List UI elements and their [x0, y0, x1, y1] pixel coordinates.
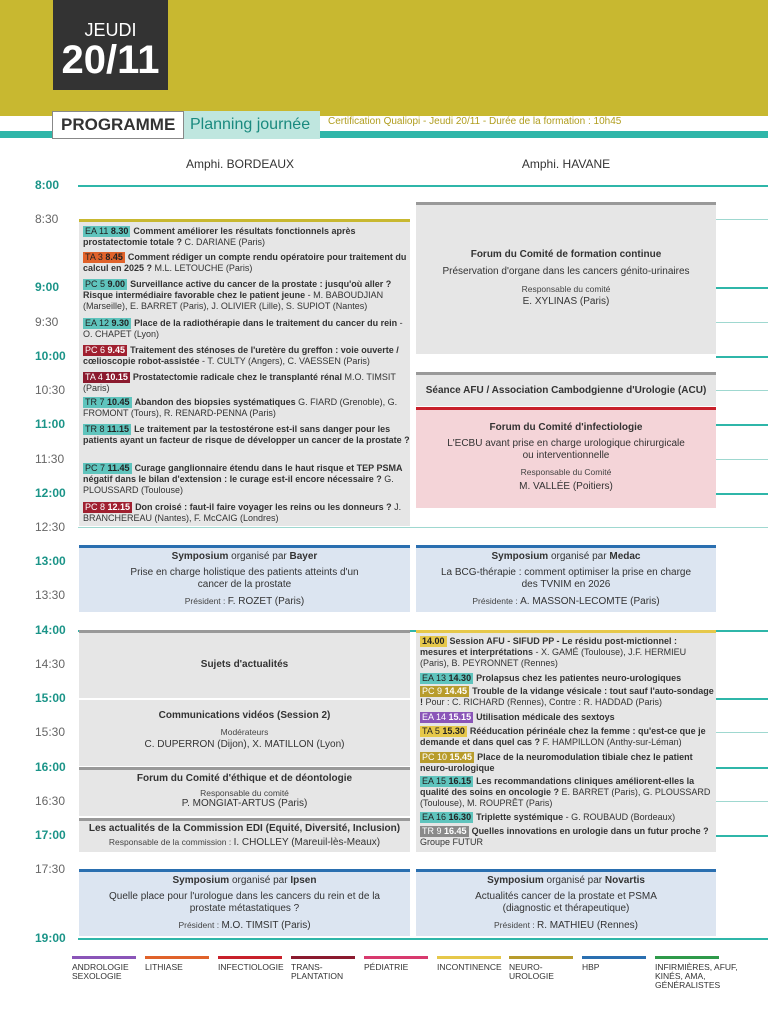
symposium-title: Actualités cancer de la prostate et PSMA (diagnostic et thérapeutique)	[475, 891, 657, 914]
symposium-header: Symposium organisé par Ipsen	[172, 875, 317, 886]
edi-responsible: Responsable de la commission : I. CHOLLEY (Mareuil-lès-Meaux)	[108, 837, 381, 848]
session-tag: PC 8 12.15	[85, 502, 131, 512]
talk-item[interactable]: TA 3 8.45 Comment rédiger un compte rendu opératoire pour traitement du calcul en 2025 ? M.L. LETOUCHE (Paris)	[83, 252, 407, 273]
time-label: 12:00	[35, 486, 66, 500]
actualites-panel[interactable]	[79, 630, 410, 698]
symposium-title: La BCG-thérapie : comment optimiser la prise en charge des TVNIM en 2026	[440, 567, 692, 590]
date-box	[53, 0, 168, 90]
session-tag: TA 4 10.15	[85, 372, 128, 382]
legend-label: INFIRMIÈRES, AFUF, KINÉS, AMA, GÉNÉRALISTES	[655, 962, 738, 990]
grid-line	[716, 801, 768, 802]
grid-line	[716, 835, 768, 837]
time-label: 9:00	[35, 280, 60, 294]
session-tag: EA 12 9.30	[85, 318, 130, 328]
time-label: 17:00	[35, 828, 66, 842]
session-tag: EA 11 8.30	[85, 226, 129, 236]
ethique-person: P. MONGIAT-ARTUS (Paris)	[181, 798, 308, 809]
acu-panel[interactable]	[416, 372, 716, 406]
session-tag: PC 6 9.45	[85, 345, 126, 355]
planning-label: Planning journée	[184, 111, 320, 139]
forum-resp-label: Responsable du comité	[521, 284, 611, 294]
session-tag: TR 9 16.45	[422, 826, 467, 836]
talk-item[interactable]: EA 13 14.30 Prolapsus chez les patientes neuro-urologiques	[422, 673, 682, 683]
grid-line	[78, 185, 768, 187]
time-label: 13:00	[35, 554, 66, 568]
symposium-president: Président : R. MATHIEU (Rennes)	[494, 920, 638, 931]
panel-top-bar	[79, 545, 410, 548]
talk-item[interactable]: TR 7 10.45 Abandon des biopsies systématiques G. FIARD (Grenoble), G. FROMONT (Tours), R. RENARD-PENNA (Paris)	[83, 397, 398, 418]
symposium-president: Président : M.O. TIMSIT (Paris)	[178, 920, 311, 931]
panel-top-bar	[79, 869, 410, 872]
forum-title: Forum du Comité de formation continue	[470, 249, 662, 260]
edi-panel[interactable]	[79, 818, 410, 852]
grid-line	[716, 698, 768, 700]
panel-top-bar	[79, 630, 410, 633]
session-tag: PC 9 14.45	[422, 686, 468, 696]
panel-top-bar	[416, 630, 716, 633]
session-tag: EA 16 16.30	[422, 812, 472, 822]
grid-line	[78, 527, 768, 528]
symposium-header: Symposium organisé par Bayer	[171, 551, 318, 562]
talk-item[interactable]: TA 4 10.15 Prostatectomie radicale chez le transplanté rénal M.O. TIMSIT (Paris)	[83, 372, 396, 393]
room-havane: Amphi. HAVANE	[521, 157, 611, 171]
ethique-resp-label: Responsable du comité	[200, 788, 289, 798]
legend-swatch	[655, 956, 719, 959]
communications-panel[interactable]	[79, 700, 410, 766]
grid-line	[716, 287, 768, 289]
legend-swatch	[582, 956, 646, 959]
symposium-header: Symposium organisé par Medac	[491, 551, 641, 562]
time-label: 10:00	[35, 349, 66, 363]
symposium-novartis[interactable]	[416, 869, 716, 936]
legend-label: INFECTIOLOGIE	[218, 962, 284, 972]
comm-people: C. DUPERRON (Dijon), X. MATILLON (Lyon)	[144, 739, 345, 750]
session-tag: PC 10 15.45	[422, 752, 473, 762]
time-label: 13:30	[35, 588, 66, 602]
talk-item[interactable]: EA 15 16.15 Les recommandations cliniques améliorent-elles la qualité des soins en oncologie ? E. BARRET (Paris), G. PLOUSSARD (Toulouse), M. ROUPRÊT (Paris)	[420, 776, 711, 808]
talk-item[interactable]: TA 5 15.30 Rééducation périnéale chez la femme : qu'est-ce que je demande et dans quel cas ? F. HAMPILLON (Anthy-sur-Léman)	[420, 726, 706, 747]
panel-top-bar	[79, 818, 410, 821]
symposium-title: Quelle place pour l'urologue dans les cancers du rein et de la prostate métastatiques ?	[109, 891, 380, 914]
time-label: 8:00	[35, 178, 60, 192]
panel-top-bar	[416, 545, 716, 548]
session-tag: PC 7 11.45	[85, 463, 130, 473]
talk-item[interactable]: EA 14 15.15 Utilisation médicale des sextoys	[422, 712, 615, 722]
legend-swatch	[437, 956, 501, 959]
panel-top-bar	[416, 372, 716, 375]
panel-top-bar	[416, 407, 716, 410]
time-label: 14:00	[35, 623, 66, 637]
actualites-title: Sujets d'actualités	[200, 659, 289, 670]
programme-label: PROGRAMME	[52, 111, 184, 139]
talk-item[interactable]: PC 6 9.45 Traitement des sténoses de l'uretère du greffon : voie ouverte / cœlioscopie robot-assistée - T. CULTY (Angers), C. VAESSEN (Paris)	[83, 345, 399, 366]
grid-line	[716, 493, 768, 495]
symposium-president: Président : F. ROZET (Paris)	[184, 596, 305, 607]
talk-item[interactable]: PC 10 15.45 Place de la neuromodulation tibiale chez le patient neuro-urologique	[420, 752, 693, 773]
session-tag: PC 5 9.00	[85, 279, 126, 289]
session-tag: 14.00	[422, 636, 445, 646]
time-label: 9:30	[35, 315, 59, 329]
room-bordeaux: Amphi. BORDEAUX	[185, 157, 295, 171]
talk-item[interactable]: EA 12 9.30 Place de la radiothérapie dans le traitement du cancer du rein - O. CHAPET (Lyon)	[83, 318, 403, 339]
talk-item[interactable]: TR 9 16.45 Quelles innovations en urologie dans un futur proche ? Groupe FUTUR	[420, 826, 709, 847]
infect-subtitle: L'ECBU avant prise en charge urologique chirurgicale ou interventionnelle	[447, 438, 685, 461]
comm-mod-label: Modérateurs	[220, 727, 269, 737]
time-label: 15:30	[35, 725, 66, 739]
acu-title: Séance AFU / Association Cambodgienne d'Urologie (ACU)	[425, 385, 707, 396]
panel-top-bar	[79, 219, 410, 222]
panel-top-bar	[416, 202, 716, 205]
session-tag: TR 7 10.45	[85, 397, 130, 407]
symposium-medac[interactable]	[416, 545, 716, 612]
legend-swatch	[218, 956, 282, 959]
time-label: 11:30	[35, 452, 65, 466]
time-label: 15:00	[35, 691, 66, 705]
symposium-president: Présidente : A. MASSON-LECOMTE (Paris)	[472, 596, 660, 607]
session-tag: TR 8 11.15	[85, 424, 130, 434]
time-label: 10:30	[35, 383, 66, 397]
time-label: 17:30	[35, 862, 66, 876]
day-name: JEUDI	[84, 20, 137, 40]
session-tag: EA 13 14.30	[422, 673, 472, 683]
symposium-ipsen[interactable]	[79, 869, 410, 936]
grid-line	[716, 322, 768, 323]
legend-swatch	[72, 956, 136, 959]
panel-top-bar	[79, 767, 410, 770]
grid-line	[716, 219, 768, 220]
time-label: 16:30	[35, 794, 66, 808]
infect-person: M. VALLÉE (Poitiers)	[519, 481, 613, 492]
time-label: 19:00	[35, 931, 66, 945]
legend-label: TRANS-PLANTATION	[291, 962, 344, 981]
grid-line	[716, 459, 768, 460]
legend-swatch	[145, 956, 209, 959]
session-tag: EA 15 16.15	[422, 776, 472, 786]
grid-line	[716, 424, 768, 426]
infect-title: Forum du Comité d'infectiologie	[489, 422, 643, 433]
time-label: 8:30	[35, 212, 59, 226]
edi-title: Les actualités de la Commission EDI (Equité, Diversité, Inclusion)	[88, 823, 401, 834]
time-label: 11:00	[35, 417, 66, 431]
day-date: 20/11	[61, 38, 160, 82]
legend-swatch	[291, 956, 355, 959]
legend-swatch	[364, 956, 428, 959]
talk-item[interactable]: EA 16 16.30 Triplette systémique - G. ROUBAUD (Bordeaux)	[422, 812, 676, 822]
symposium-header: Symposium organisé par Novartis	[487, 875, 645, 886]
grid-line	[716, 732, 768, 733]
ethique-title: Forum du Comité d'éthique et de déontologie	[136, 773, 353, 784]
session-tag: TA 3 8.45	[85, 252, 123, 262]
grid-line	[78, 938, 768, 940]
grid-line	[716, 356, 768, 358]
talk-item[interactable]: PC 9 14.45 Trouble de la vidange vésicale : tout sauf l'auto-sondage ! Pour : C. RICHARD (Rennes), Contre : R. HADDAD (Paris)	[420, 686, 714, 707]
time-label: 16:00	[35, 760, 66, 774]
forum-person: E. XYLINAS (Paris)	[522, 296, 610, 307]
forum-subtitle: Préservation d'organe dans les cancers génito-urinaires	[442, 266, 690, 277]
legend-label: INCONTINENCE	[437, 962, 502, 972]
legend-swatch	[509, 956, 573, 959]
comm-title: Communications vidéos (Session 2)	[158, 710, 331, 721]
infect-resp-label: Responsable du Comité	[520, 467, 612, 477]
talk-item[interactable]: TR 8 11.15 Le traitement par la testostérone est-il sans danger pour les patients ayant un facteur de risque de développer un cancer de la prostate ?	[83, 424, 410, 445]
grid-line	[716, 767, 768, 769]
session-tag: EA 14 15.15	[422, 712, 472, 722]
talk-item[interactable]: PC 5 9.00 Surveillance active du cancer de la prostate : jusqu'où aller ? Risque intermédiaire favorable chez le patient jeune - M. BABOUDJIAN (Marseille), E. BARRET (Paris), J. OLIVIER (Lille), S. SUPIOT (Nantes)	[83, 279, 392, 311]
grid-line	[716, 390, 768, 391]
legend-label: HBP	[582, 962, 600, 972]
time-label: 12:30	[35, 520, 66, 534]
infectiologie-panel[interactable]	[416, 407, 716, 508]
legend-label: LITHIASE	[145, 962, 183, 972]
session-tag: TA 5 15.30	[422, 726, 465, 736]
talk-item[interactable]: 14.00 Session AFU - SIFUD PP - Le résidu post-mictionnel : mesures et interprétations - X. GAMÉ (Toulouse), J.F. HERMIEU (Paris), B. PEYRONNET (Rennes)	[420, 636, 687, 668]
time-label: 14:30	[35, 657, 66, 671]
talk-item[interactable]: PC 7 11.45 Curage ganglionnaire étendu dans le haut risque et TEP PSMA négatif dans le bilan d'extension : le curage est-il encore nécessaire ? G. PLOUSSARD (Toulouse)	[83, 463, 403, 495]
talk-item[interactable]: PC 8 12.15 Don croisé : faut-il faire voyager les reins ou les donneurs ? J. BRANCHEREAU (Nantes), F. McCAIG (Londres)	[83, 502, 402, 523]
certification-note: Certification Qualiopi - Jeudi 20/11 - Durée de la formation : 10h45	[328, 116, 622, 127]
symposium-bayer[interactable]	[79, 545, 410, 612]
legend-label: PÉDIATRIE	[364, 962, 409, 972]
forum-formation-panel[interactable]	[416, 202, 716, 354]
ethique-panel[interactable]	[79, 767, 410, 816]
legend-label: ANDROLOGIE SEXOLOGIE	[72, 962, 129, 981]
panel-top-bar	[416, 869, 716, 872]
symposium-title: Prise en charge holistique des patients atteints d'un cancer de la prostate	[130, 567, 359, 590]
legend-label: NEURO-UROLOGIE	[509, 962, 554, 981]
talk-item[interactable]: EA 11 8.30 Comment améliorer les résultats fonctionnels après prostatectomie totale ? C. DARIANE (Paris)	[83, 226, 356, 247]
